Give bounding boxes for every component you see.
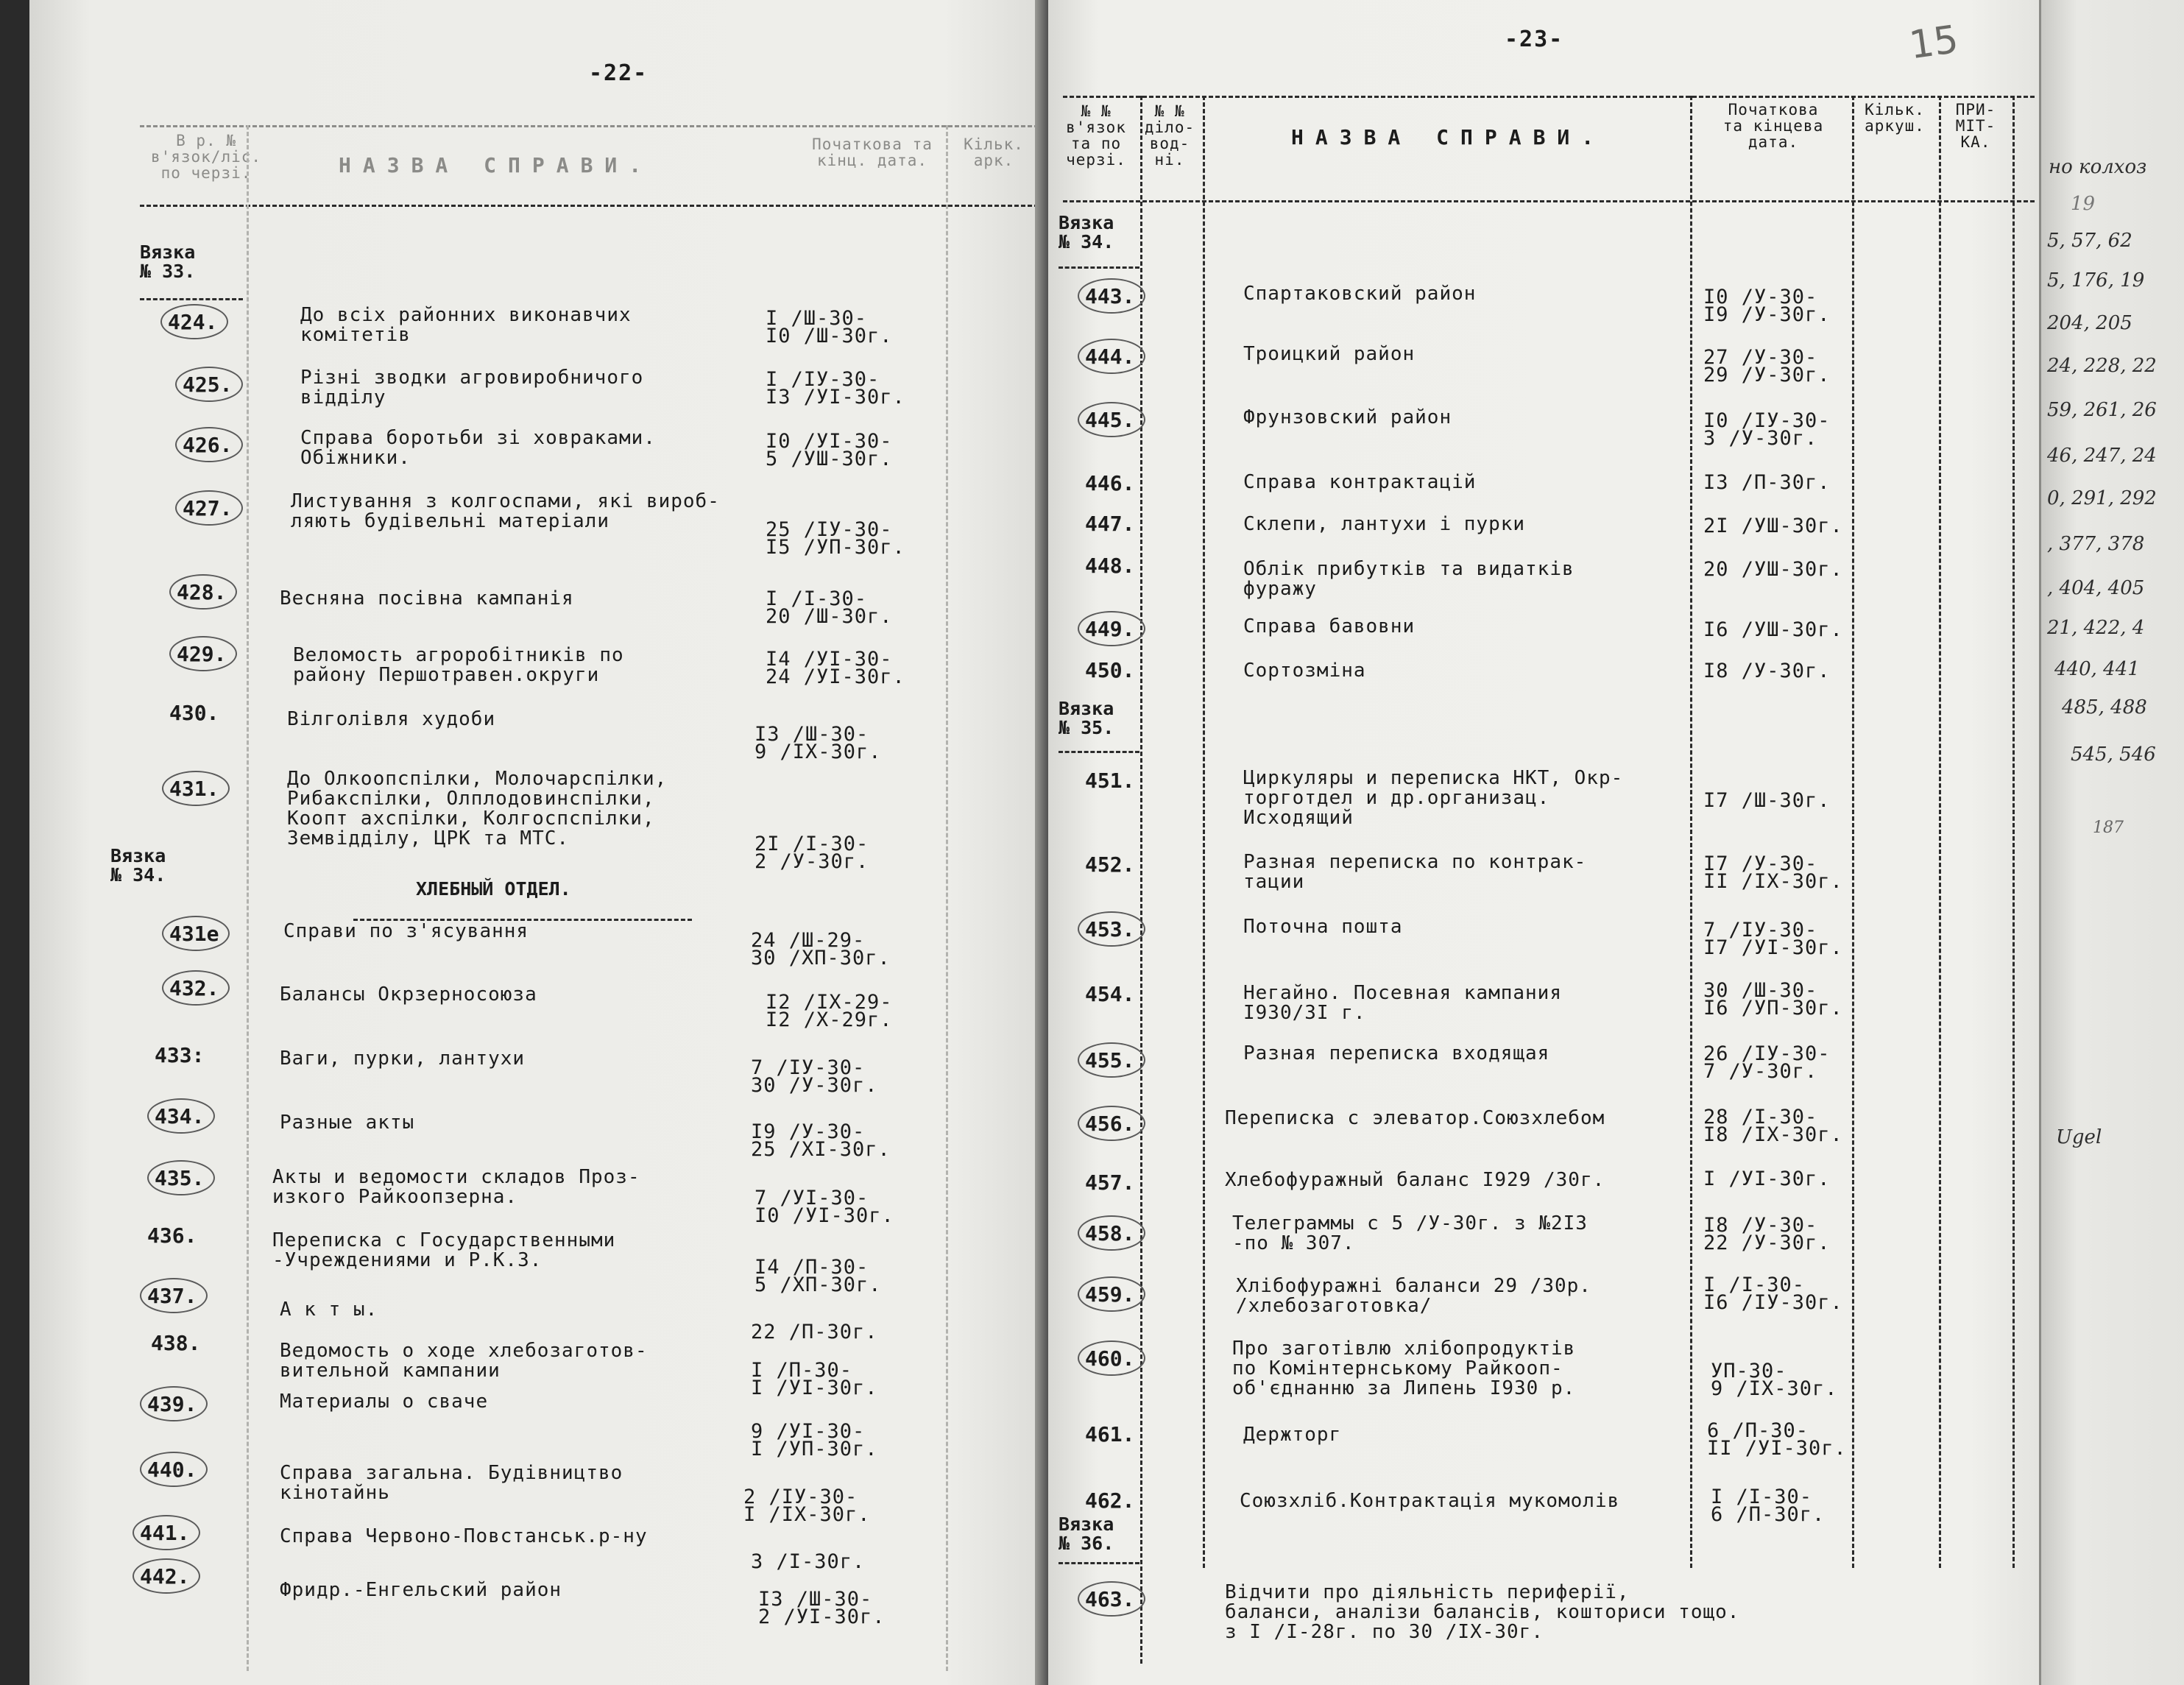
right-header-rule-top (1063, 96, 2035, 98)
row-title: Ваги, пурки, лантухи (280, 1048, 526, 1070)
row-number: 441. (140, 1521, 190, 1545)
table-row (29, 580, 1045, 639)
row-number: 459. (1085, 1282, 1135, 1307)
table-row (1048, 554, 2035, 612)
row-number: 452. (1085, 852, 1135, 877)
row-number: 447. (1085, 512, 1135, 536)
margin-note: но колхоз (2049, 156, 2147, 178)
row-title: Разная переписка по контрак- тации (1243, 851, 1587, 893)
row-dates: 22 /П-30г. (751, 1321, 878, 1343)
row-number: 427. (183, 496, 233, 520)
row-dates: I3 /Ш-30- 9 /IХ-30г. (754, 723, 882, 763)
left-col-title-header: НАЗВА СПРАВИ. (339, 153, 654, 177)
table-row (1048, 913, 2035, 972)
row-dates: 2I /I-30- 2 /У-30г. (754, 833, 869, 873)
table-row (1048, 1575, 2035, 1643)
row-dates: I /УI-30г. (1703, 1168, 1831, 1190)
row-title: Справа бавовни (1243, 615, 1416, 637)
right-bundle-34-label: Вязка № 34. (1059, 212, 1114, 252)
left-header-rule-top (140, 125, 1045, 127)
table-row (29, 1040, 1045, 1099)
row-title: Переписка с элеватор.Союзхлебом (1225, 1107, 1605, 1129)
margin-note: , 377, 378 (2047, 533, 2145, 555)
row-dates: I /Ш-30- I0 /Ш-30г. (766, 307, 893, 347)
row-number: 436. (147, 1223, 197, 1248)
margin-note: 485, 488 (2062, 696, 2147, 718)
row-dates: 27 /У-30- 29 /У-30г. (1703, 346, 1831, 386)
right-col-folder-header: № № діло- вод- ні. (1144, 102, 1195, 169)
row-dates: 25 /IУ-30- I5 /УП-30г. (766, 518, 905, 559)
row-number: 431. (169, 777, 219, 801)
margin-note: 440, 441 (2054, 658, 2140, 680)
row-dates: 2I /УШ-30г. (1703, 515, 1843, 537)
table-row (29, 305, 1045, 364)
row-title: До Олкоопспілки, Молочарспілки, Рибакспілки, Олплодовинспілки, Коопт ахспілки, Колгоспспілки, Земвідділу, ЦРК та МТС. (287, 768, 668, 849)
margin-note: Ugel (2056, 1126, 2102, 1148)
table-row (1048, 848, 2035, 907)
row-title: Склепи, лантухи і пурки (1243, 513, 1526, 535)
row-number: 454. (1085, 982, 1135, 1006)
right-page (1048, 0, 2049, 1685)
row-title: До всіх районних виконавчих комітетів (300, 304, 632, 346)
table-row (1048, 979, 2035, 1038)
row-number: 435. (155, 1166, 205, 1190)
row-title: Хлебофуражный баланс I929 /30г. (1225, 1169, 1605, 1191)
row-number: 425. (183, 372, 233, 397)
row-title: Справа боротьби зі ховраками. Обіжники. (300, 427, 656, 469)
right-col-dates-header: Початкова та кінцева дата. (1722, 101, 1824, 151)
row-title: Різні зводки агровиробничого відділу (300, 367, 644, 409)
left-bundle-33-rule (140, 298, 243, 300)
right-col-sheets-header: Кільк. аркуш. (1865, 101, 1925, 135)
row-dates: 7 /IУ-30- 30 /У-30г. (751, 1056, 878, 1097)
table-row (1048, 1336, 2035, 1400)
row-title: Союзхліб.Контрактація мукомолів (1240, 1490, 1620, 1512)
table-row (29, 428, 1045, 487)
row-title: Відчити про діяльність периферії, баланси, аналізи балансів, кошториси тощо. з I /I-28г. по 30 /IХ-30г. (1225, 1581, 1740, 1643)
row-dates: 7 /УI-30- I0 /УI-30г. (754, 1187, 894, 1227)
margin-note: 5, 176, 19 (2047, 269, 2145, 292)
margin-note: 59, 261, 26 (2047, 399, 2157, 421)
left-header-rule-bottom (140, 205, 1045, 207)
left-col-sheets-header: Кільк. арк. (964, 135, 1024, 169)
row-title: Весняна посівна кампанія (280, 587, 574, 610)
margin-note: 545, 546 (2071, 743, 2156, 766)
row-dates: I /П-30- I /УI-30г. (751, 1359, 878, 1399)
row-number: 457. (1085, 1170, 1135, 1195)
row-dates: I9 /У-30- 25 /ХI-30г. (751, 1120, 891, 1161)
row-number: 431е (169, 922, 219, 946)
row-number: 449. (1085, 617, 1135, 641)
row-dates: 26 /IУ-30- 7 /У-30г. (1703, 1042, 1831, 1083)
row-number: 424. (168, 310, 218, 334)
row-title: Хлібофуражні баланси 29 /30р. /хлебозаготовка/ (1236, 1275, 1591, 1317)
table-row (29, 913, 1045, 972)
table-row (29, 642, 1045, 701)
row-number: 460. (1085, 1346, 1135, 1371)
right-bundle-35-label: Вязка № 35. (1059, 698, 1114, 738)
row-title: Телеграммы с 5 /У-30г. з №2I3 -по № 307. (1232, 1212, 1588, 1254)
row-dates: I7 /Ш-30г. (1703, 789, 1831, 812)
row-dates: I4 /УI-30- 24 /УI-30г. (766, 648, 905, 688)
row-title: Вілголівля худоби (287, 708, 496, 730)
table-row (29, 1564, 1045, 1628)
table-row (1048, 766, 2035, 829)
archive-page-stamp: 15 (1906, 17, 1962, 68)
row-number: 438. (151, 1331, 201, 1355)
section-heading: ХЛЕБНЫЙ ОТДЕЛ. (416, 878, 571, 900)
row-dates: I3 /П-30г. (1703, 471, 1831, 494)
left-bundle-34-label: Вязка № 34. (110, 845, 166, 886)
row-title: Троицкий район (1243, 343, 1416, 365)
row-dates: I4 /П-30- 5 /ХП-30г. (754, 1256, 882, 1296)
table-row (29, 490, 1045, 559)
row-dates: 9 /УI-30- I /УП-30г. (751, 1420, 878, 1460)
row-title: А к т ы. (280, 1299, 378, 1321)
row-dates: I0 /УI-30- 5 /УШ-30г. (766, 430, 893, 470)
row-title: Циркуляры и переписка НКТ, Окр- торготдел и др.организац. Исходящий (1243, 767, 1624, 829)
row-title: Фридр.-Енгельский район (280, 1579, 562, 1601)
right-header-rule-bottom (1063, 200, 2035, 202)
row-dates: I /I-30- I6 /IУ-30г. (1703, 1274, 1843, 1314)
row-title: Сортозміна (1243, 660, 1366, 682)
row-title: Держторг (1243, 1424, 1342, 1446)
margin-note: 187 (2093, 819, 2124, 837)
table-row (1048, 403, 2035, 462)
row-number: 432. (169, 976, 219, 1000)
row-dates: 6 /П-30- II /УI-30г. (1707, 1419, 1847, 1460)
left-page (29, 0, 1045, 1685)
row-dates: УП-30- 9 /IХ-30г. (1711, 1360, 1838, 1400)
left-bundle-33-label: Вязка № 33. (140, 241, 196, 282)
row-number: 433: (155, 1043, 205, 1067)
row-number: 446. (1085, 471, 1135, 495)
right-col-bundle-header: № № в'язок та по черзі. (1066, 102, 1126, 169)
margin-note: 24, 228, 22 (2047, 355, 2157, 377)
row-number: 448. (1085, 554, 1135, 578)
table-row (29, 701, 1045, 763)
row-dates: 7 /IУ-30- I7 /УI-30г. (1703, 919, 1843, 959)
row-number: 430. (169, 701, 219, 725)
row-title: Разные акты (280, 1112, 415, 1134)
table-row (29, 1450, 1045, 1526)
right-col-notes-header: ПРИ- МІТ- КА. (1955, 101, 1996, 151)
left-col-bundle-header: В р. № в'язок/ліс. по черзі. (150, 132, 262, 182)
right-bundle-36-label: Вязка № 36. (1059, 1513, 1114, 1554)
table-row (29, 1327, 1045, 1399)
table-row (29, 368, 1045, 427)
row-title: Переписка с Государственными -Учреждениями и Р.К.З. (272, 1229, 616, 1271)
table-row (29, 1104, 1045, 1163)
row-number: 451. (1085, 769, 1135, 793)
row-number: 426. (183, 433, 233, 457)
row-dates: 2 /IУ-30- I /IХ-30г. (743, 1486, 871, 1526)
row-number: 437. (147, 1284, 197, 1308)
margin-note: 204, 205 (2047, 312, 2132, 334)
row-number: 444. (1085, 345, 1135, 369)
row-title: Справа контрактацій (1243, 471, 1477, 493)
table-row (1048, 1488, 2035, 1547)
row-number: 455. (1085, 1048, 1135, 1073)
row-dates: 28 /I-30- I8 /IХ-30г. (1703, 1106, 1843, 1146)
margin-note: 0, 291, 292 (2047, 487, 2157, 509)
row-title: Фрунзовский район (1243, 406, 1452, 428)
row-title: Справи по з'ясування (283, 920, 529, 942)
margin-note: , 404, 405 (2047, 577, 2145, 599)
row-number: 442. (140, 1564, 190, 1589)
row-dates: I2 /IХ-29- I2 /Х-29г. (766, 991, 893, 1031)
row-number: 458. (1085, 1221, 1135, 1246)
table-row (1048, 1044, 2035, 1103)
row-title: Про заготівлю хлібопродуктів по Комінтернському Райкооп- об'єднанню за Липень I930 р. (1232, 1338, 1576, 1399)
margin-note: 5, 57, 62 (2047, 230, 2132, 252)
row-title: Балансы Окрзерносоюза (280, 983, 537, 1006)
row-number: 429. (177, 642, 227, 666)
row-number: 462. (1085, 1488, 1135, 1513)
row-number: 428. (177, 580, 227, 604)
row-number: 456. (1085, 1112, 1135, 1136)
table-row (1048, 1419, 2035, 1478)
row-title: Ведомость о ходе хлебозаготов- вительной кампании (280, 1340, 648, 1382)
table-row (1048, 1106, 2035, 1165)
row-dates: I /I-30- 20 /Ш-30г. (766, 587, 893, 628)
row-dates: I /I-30- 6 /П-30г. (1711, 1486, 1826, 1526)
row-title: Акты и ведомости складов Проз- изкого Райкоопзерна. (272, 1166, 640, 1208)
right-bundle-35-rule (1059, 751, 1139, 753)
table-row (1048, 1211, 2035, 1270)
row-number: 443. (1085, 284, 1135, 308)
left-col-dates-header: Початкова та кінц. дата. (812, 135, 933, 169)
table-row (1048, 1274, 2035, 1332)
row-number: 463. (1085, 1587, 1135, 1611)
table-row (1048, 655, 2035, 714)
right-bundle-36-rule (1059, 1562, 1139, 1564)
row-number: 450. (1085, 658, 1135, 682)
table-row (1048, 340, 2035, 399)
row-title: Справа Червоно-Повстанськ.р-ну (280, 1525, 648, 1547)
page-number-right: -23- (1505, 27, 1564, 52)
row-dates: I /IУ-30- I3 /УI-30г. (766, 368, 905, 409)
row-number: 445. (1085, 408, 1135, 432)
row-title: Материалы о сваче (280, 1391, 489, 1413)
row-title: Листування з колгоспами, які вироб- ляють будівельні матеріали (291, 490, 720, 532)
margin-note: 19 (2071, 193, 2096, 215)
row-title: Спартаковский район (1243, 283, 1477, 305)
margin-note: 21, 422, 4 (2047, 617, 2145, 639)
right-col-title-header: НАЗВА СПРАВИ. (1291, 125, 1606, 149)
row-number: 453. (1085, 917, 1135, 942)
row-dates: I8 /У-30г. (1703, 660, 1831, 682)
row-title: Справа загальна. Будівництво кінотайнь (280, 1462, 623, 1504)
row-number: 439. (147, 1392, 197, 1416)
page-number-left: -22- (589, 60, 649, 86)
row-dates: 24 /Ш-29- 30 /ХП-30г. (751, 929, 891, 969)
row-number: 440. (147, 1458, 197, 1482)
row-dates: 30 /Ш-30- I6 /УП-30г. (1703, 979, 1843, 1020)
row-dates: I8 /У-30- 22 /У-30г. (1703, 1214, 1831, 1254)
row-dates: 3 /I-30г. (751, 1550, 866, 1573)
row-dates: I0 /У-30- I9 /У-30г. (1703, 286, 1831, 326)
margin-note: 46, 247, 24 (2047, 445, 2157, 467)
row-title: Негайно. Посевная кампания I930/3I г. (1243, 982, 1562, 1024)
table-row (29, 1163, 1045, 1227)
right-bundle-34-rule (1059, 266, 1139, 269)
table-row (1048, 280, 2035, 339)
row-title: Облік прибутків та видатків фуражу (1243, 558, 1575, 600)
row-number: 461. (1085, 1422, 1135, 1446)
row-dates: I6 /УШ-30г. (1703, 618, 1843, 641)
row-dates: I7 /У-30- II /IХ-30г. (1703, 852, 1843, 893)
table-row (29, 973, 1045, 1032)
row-dates: 20 /УШ-30г. (1703, 558, 1843, 581)
row-title: Разная переписка входящая (1243, 1042, 1550, 1064)
table-row (29, 1388, 1045, 1460)
row-title: Поточна пошта (1243, 916, 1403, 938)
next-page-edge (2039, 0, 2184, 1685)
row-number: 434. (155, 1104, 205, 1128)
row-dates: I3 /Ш-30- 2 /УI-30г. (758, 1588, 886, 1628)
row-title: Веломость агроробітників по району Першотравен.округи (293, 644, 624, 686)
row-dates: I0 /IУ-30- 3 /У-30г. (1703, 409, 1831, 450)
